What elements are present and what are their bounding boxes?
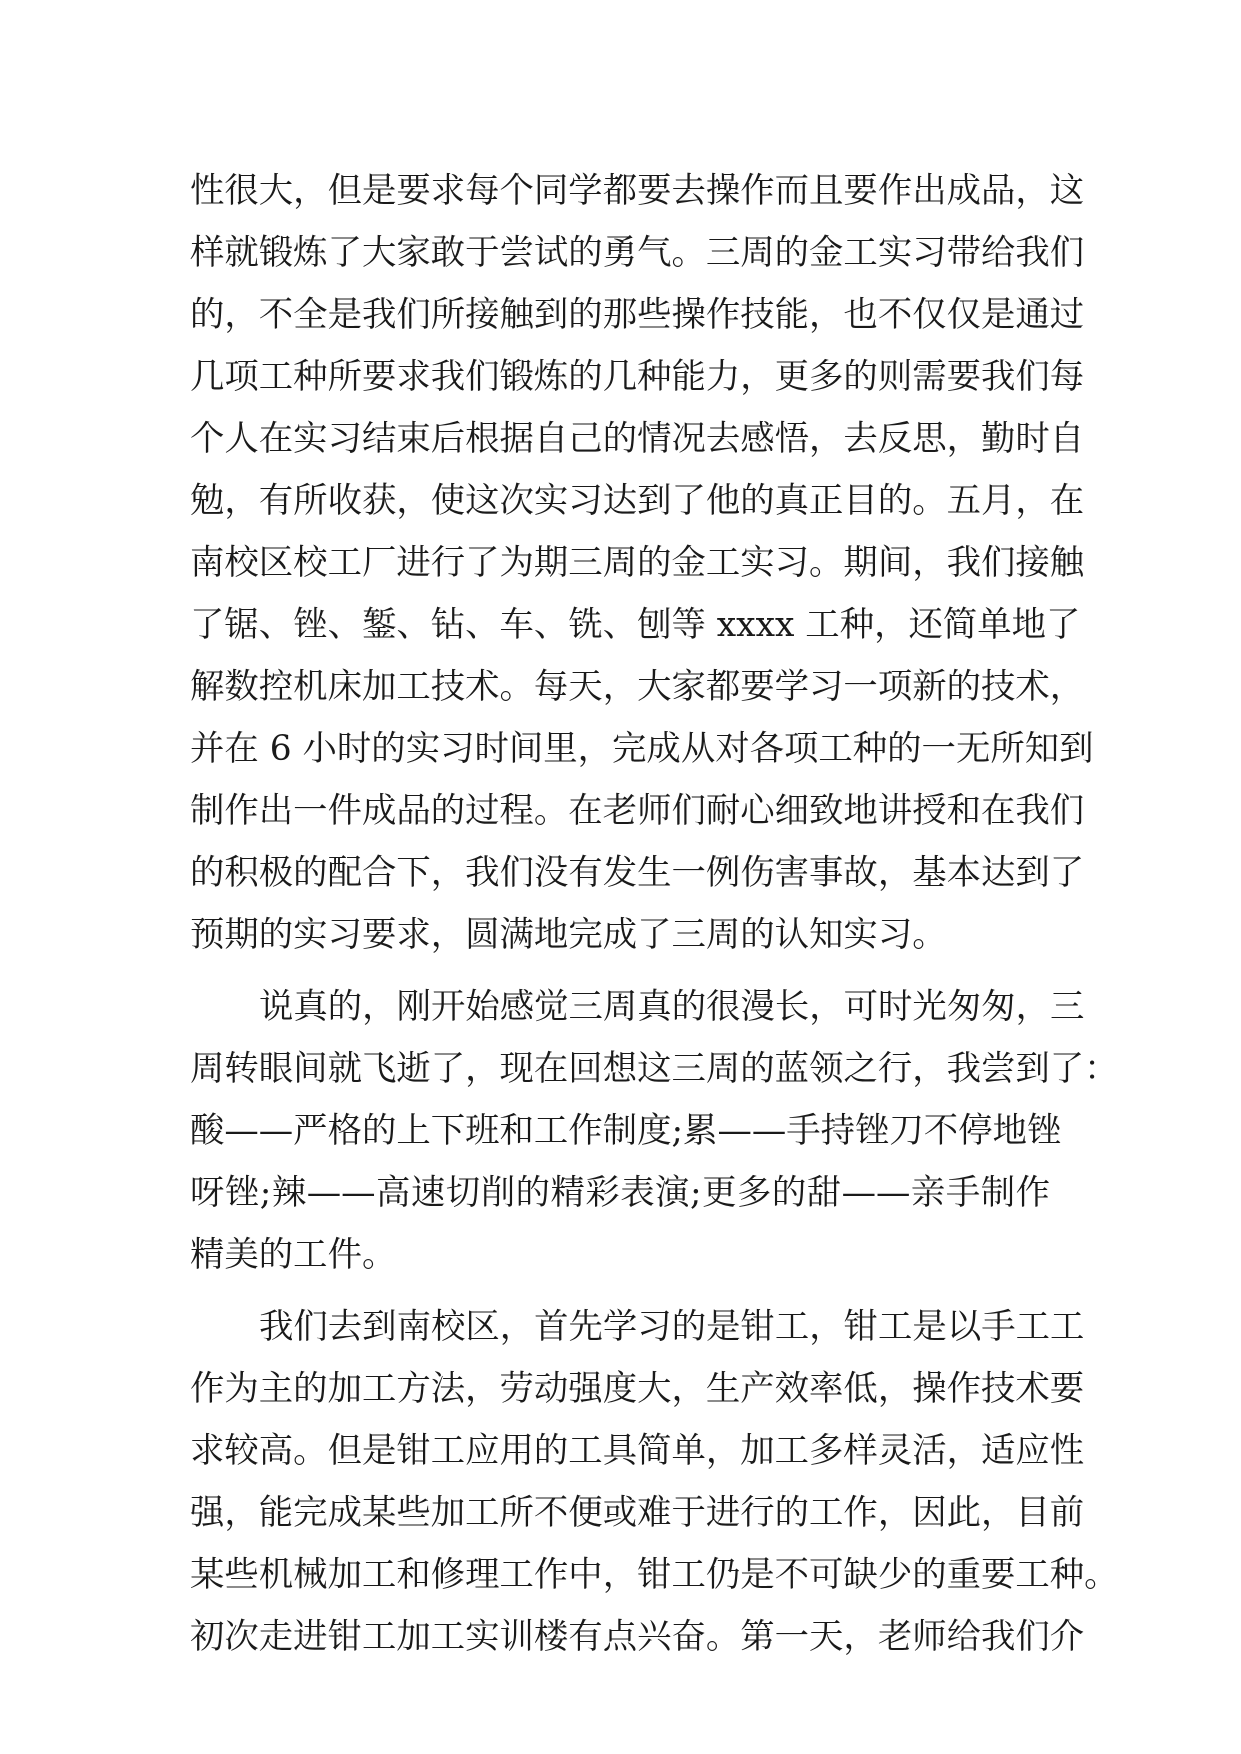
text-line: 某些机械加工和修理工作中，钳工仍是不可缺少的重要工种。 [190, 1555, 1119, 1595]
text-line: 呀锉;辣——高速切削的精彩表演;更多的甜——亲手制作 [190, 1173, 1050, 1213]
text-line: 初次走进钳工加工实训楼有点兴奋。第一天，老师给我们介 [190, 1617, 1085, 1657]
text-line: 的积极的配合下，我们没有发生一例伤害事故，基本达到了 [190, 853, 1085, 893]
text-line: 预期的实习要求，圆满地完成了三周的认知实习。 [190, 915, 947, 955]
text-line: 制作出一件成品的过程。在老师们耐心细致地讲授和在我们 [190, 791, 1085, 831]
text-line: 求较高。但是钳工应用的工具简单，加工多样灵活，适应性 [190, 1431, 1085, 1471]
text-line: 我们去到南校区，首先学习的是钳工，钳工是以手工工 [259, 1307, 1085, 1347]
text-line: 个人在实习结束后根据自己的情况去感悟，去反思，勤时自 [190, 419, 1085, 459]
document-body [190, 160, 1119, 1668]
text-line: 说真的，刚开始感觉三周真的很漫长，可时光匆匆，三 [259, 987, 1085, 1027]
text-line: 几项工种所要求我们锻炼的几种能力，更多的则需要我们每 [190, 357, 1085, 397]
text-line: 作为主的加工方法，劳动强度大，生产效率低，操作技术要 [190, 1369, 1085, 1409]
text-line: 酸——严格的上下班和工作制度;累——手持锉刀不停地锉 [190, 1111, 1062, 1151]
paragraph-gap [190, 1286, 1050, 1296]
text-line: 周转眼间就飞逝了，现在回想这三周的蓝领之行，我尝到了： [190, 1049, 1119, 1089]
text-line: 样就锻炼了大家敢于尝试的勇气。三周的金工实习带给我们 [190, 233, 1085, 273]
text-line: 精美的工件。 [190, 1235, 397, 1275]
text-line: 强，能完成某些加工所不便或难于进行的工作，因此，目前 [190, 1493, 1085, 1533]
text-line: 了锯、锉、錾、钻、车、铣、刨等 xxxx 工种，还简单地了 [190, 605, 1081, 645]
text-line: 的，不全是我们所接触到的那些操作技能，也不仅仅是通过 [190, 295, 1085, 335]
paragraph-gap [190, 966, 1050, 976]
text-line: 性很大，但是要求每个同学都要去操作而且要作出成品，这 [190, 171, 1085, 211]
text-line: 并在 6 小时的实习时间里，完成从对各项工种的一无所知到 [190, 729, 1094, 769]
text-line: 南校区校工厂进行了为期三周的金工实习。期间，我们接触 [190, 543, 1085, 583]
text-line: 勉，有所收获，使这次实习达到了他的真正目的。五月，在 [190, 481, 1085, 521]
text-line: 解数控机床加工技术。每天，大家都要学习一项新的技术， [190, 667, 1085, 707]
